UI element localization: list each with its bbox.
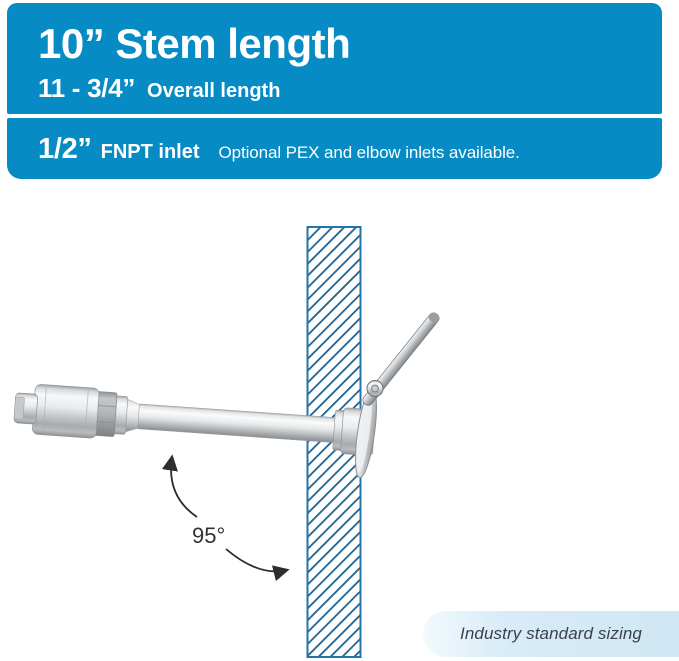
overall-length-row bbox=[38, 75, 280, 101]
inlet-options-note: Optional PEX and elbow inlets available. bbox=[218, 143, 520, 162]
angle-label: 95° bbox=[192, 523, 226, 548]
inlet-size-value: 1/2” bbox=[38, 133, 92, 165]
footnote-text: Industry standard sizing bbox=[460, 624, 642, 643]
stem-length-title: 10” Stem length bbox=[38, 20, 351, 67]
faucet-inlet-body bbox=[32, 384, 99, 438]
angle-arc-arrow-right bbox=[226, 549, 287, 571]
spec-banner-secondary bbox=[7, 118, 662, 179]
spec-banner-primary bbox=[7, 3, 662, 114]
inlet-type-label: FNPT inlet bbox=[100, 141, 200, 163]
handle-pivot-screw bbox=[372, 385, 379, 392]
overall-length-value: 11 - 3/4” bbox=[38, 73, 136, 103]
overall-length-label: Overall length bbox=[147, 80, 281, 102]
angle-arc-arrow-up bbox=[171, 457, 197, 517]
faucet-inlet-opening bbox=[14, 397, 25, 420]
faucet-handle-group bbox=[361, 311, 441, 407]
footnote-pill bbox=[423, 611, 679, 657]
